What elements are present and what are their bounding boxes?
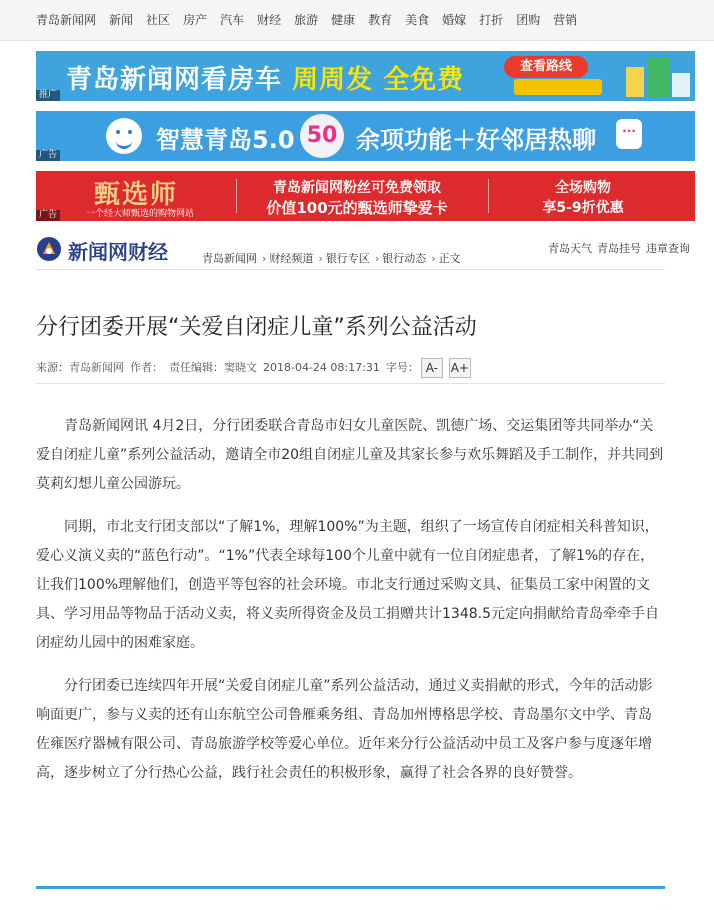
font-decrease-button[interactable]: A- [421,358,443,378]
nav-item-groupbuy[interactable]: 团购 [516,13,541,27]
utility-links [543,240,690,256]
breadcrumb-separator: › [262,252,267,265]
weather-link[interactable]: 青岛天气 [548,242,592,255]
chat-bubble-icon [616,119,642,149]
divider [488,179,489,213]
breadcrumb-separator: › [431,252,436,265]
source-label: 来源：青岛新闻网 [36,361,124,374]
author-label: 作者： [130,361,163,374]
nav-item-discount[interactable]: 打折 [479,13,504,27]
ad-tag: 广告 [36,150,60,161]
nav-item-education[interactable]: 教育 [368,13,393,27]
breadcrumb-home[interactable]: 青岛新闻网 [202,252,257,265]
ad-offer-line2: 价值100元的甄选师挚爱卡 [266,199,448,217]
nav-item-food[interactable]: 美食 [405,13,430,27]
breadcrumb-separator: › [374,252,380,265]
breadcrumb-bank-zone[interactable]: 银行专区 [325,252,370,265]
banner-ad-smart-qingdao[interactable] [36,111,695,161]
nav-item-health[interactable]: 健康 [331,13,356,27]
ad-promo-line1: 全场购物 [555,180,611,196]
article-meta [36,358,665,384]
nav-item-finance[interactable]: 财经 [257,13,282,27]
nav-item-news[interactable]: 新闻 [109,13,134,27]
channel-logo-text[interactable]: 新闻网财经 [68,240,168,264]
font-size-label: 字号： [385,361,419,374]
ad-logo-subtitle: 一个经大师甄选的购物网站 [86,209,195,219]
nav-item-auto[interactable]: 汽车 [220,13,245,27]
breadcrumb-separator: › [318,252,323,265]
banner-ad-house-car[interactable] [36,51,695,101]
building-icon [648,57,670,97]
article-title: 分行团委开展“关爱自闭症儿童”系列公益活动 [36,315,477,340]
top-navigation [0,0,714,41]
publish-datetime: 2018-04-24 08:17:31 [263,361,380,374]
breadcrumb [202,250,463,266]
ad-promo-line2: 享5-9折优惠 [542,200,624,216]
nav-item-marketing[interactable]: 营销 [553,13,578,27]
ad-headline: 智慧青岛5.0 [156,126,295,154]
meta-divider [36,383,665,384]
breadcrumb-current: 正文 [438,252,461,265]
nav-item-community[interactable]: 社区 [146,13,171,27]
violation-query-link[interactable]: 违章查询 [646,242,690,255]
article-paragraph: 同期，市北支行团支部以“了解1%，理解100%”为主题，组织了一场宣传自闭症相关科普知识，爱心义演义卖的“蓝色行动”。“1%”代表全球每100个儿童中就有一位自闭症患者，了解1%的存在，让我们100%理解他们，创造平等包容的社会环境。市北支行通过采购文具、征集员工家中闲置的文具、学习用品等物品于活动义卖，将义卖所得资金及员工捐赠共计1348.5元定向捐献给青岛牵牵手自闭症幼儿园中的困难家庭。 [36,519,659,651]
view-route-button[interactable]: 查看路线 [504,56,588,78]
smile-face-icon [106,118,142,154]
footer-divider [36,886,665,889]
header-divider [36,269,665,270]
building-icon [626,67,644,97]
ad-tag: 广告 [36,210,60,221]
font-increase-button[interactable]: A+ [449,358,471,378]
editor-label: 责任编辑：窦晓文 [169,361,257,374]
breadcrumb-bank-news[interactable]: 银行动态 [382,252,427,265]
ad-logo: 甄选师 [94,180,179,210]
ad-headline: 青岛新闻网看房车 周周发 全免费 [66,65,465,95]
nav-item-wedding[interactable]: 婚嫁 [442,13,467,27]
ad-subheadline: 余项功能＋好邻居热聊 [356,126,596,154]
article-body [36,412,665,802]
nav-item-house[interactable]: 房产 [183,13,208,27]
divider [236,179,237,213]
article-paragraph: 分行团委已连续四年开展“关爱自闭症儿童”系列公益活动，通过义卖捐献的形式，今年的活动影响面更广，参与义卖的还有山东航空公司鲁雁乘务组、青岛加州博格思学校、青岛墨尔文中学、青岛佐雍医疗器械有限公司、青岛旅游学校等爱心单位。近年来分行公益活动中员工及客户参与度逐年增高，逐步树立了分行热心公益，践行社会责任的积极形象，赢得了社会各界的良好赞誉。 [36,678,653,781]
ad-offer-line1: 青岛新闻网粉丝可免费领取 [273,180,441,196]
channel-header [36,228,695,268]
banner-ad-zhenxuanshi[interactable] [36,171,695,221]
ad-tag: 推广 [36,90,60,101]
site-logo-icon [36,236,62,262]
ad-badge: 50 [300,114,344,158]
breadcrumb-finance[interactable]: 财经频道 [269,252,314,265]
nav-item-qingdao-news[interactable]: 青岛新闻网 [36,13,97,27]
registration-link[interactable]: 青岛挂号 [597,242,641,255]
article-paragraph: 青岛新闻网讯 4月2日，分行团委联合青岛市妇女儿童医院、凯德广场、交运集团等共同举办“关爱自闭症儿童”系列公益活动，邀请全市20组自闭症儿童及其家长参与欢乐舞蹈及手工制作，并共同到莫莉幻想儿童公园游玩。 [36,418,664,492]
building-icon [672,73,690,97]
bus-icon [514,79,602,95]
nav-item-travel[interactable]: 旅游 [294,13,319,27]
